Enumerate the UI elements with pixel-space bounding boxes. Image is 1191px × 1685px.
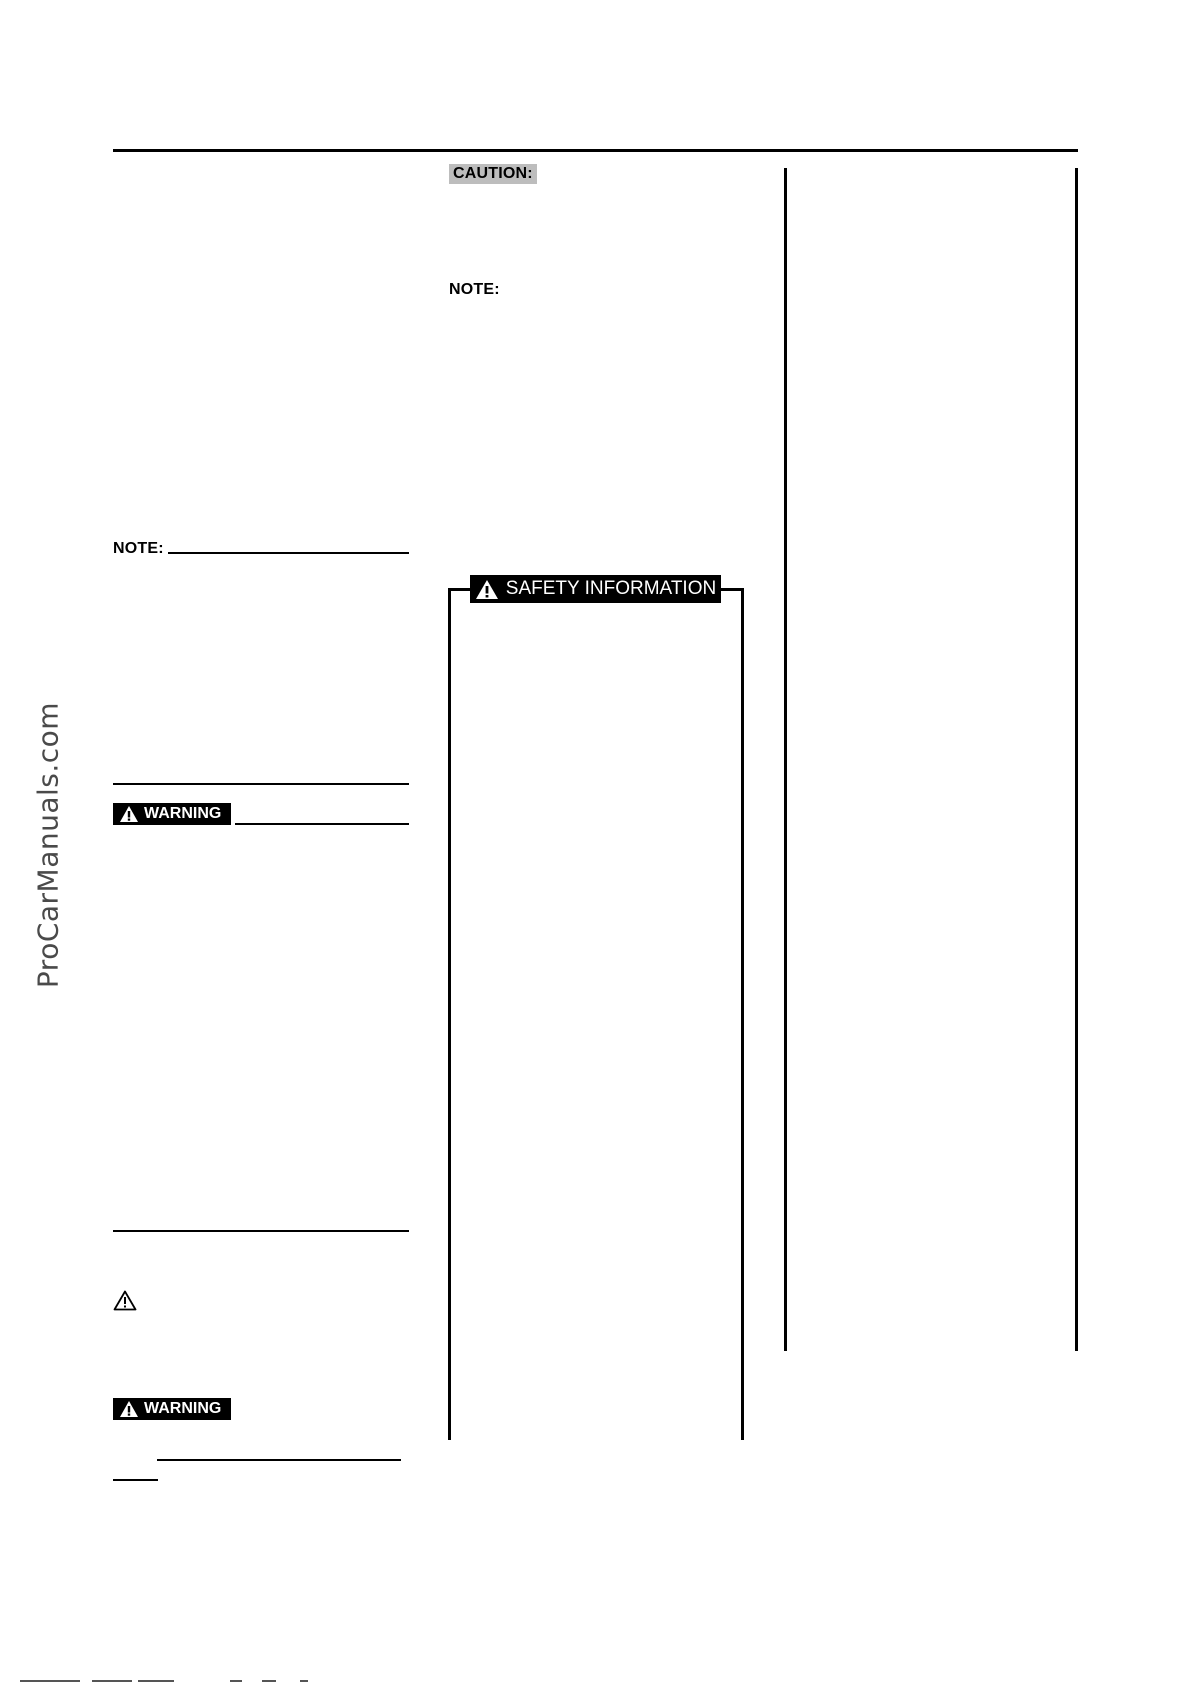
left-column-divider-1	[113, 783, 409, 785]
warning-underline	[235, 823, 409, 825]
warning-label-2: WARNING	[144, 1400, 222, 1417]
right-column-left-border	[784, 168, 787, 1351]
bottom-underline-1	[157, 1459, 401, 1461]
note-label-middle: NOTE:	[449, 281, 500, 298]
warning-triangle-icon	[119, 1400, 139, 1418]
safety-information-title: SAFETY INFORMATION	[505, 578, 717, 599]
bottom-underline-2	[113, 1479, 158, 1481]
right-column-right-border	[1075, 168, 1078, 1351]
safety-box-top-left-border	[448, 588, 470, 591]
safety-information-header	[470, 575, 721, 603]
safety-box-right-border	[741, 588, 744, 1440]
warning-label: WARNING	[144, 805, 222, 822]
safety-box-left-border	[448, 588, 451, 1440]
note-label-left: NOTE:	[113, 540, 164, 557]
warning-triangle-icon	[119, 805, 139, 823]
left-column-divider-2	[113, 1230, 409, 1232]
caution-label: CAUTION:	[449, 164, 537, 184]
warning-triangle-icon	[475, 579, 499, 600]
watermark-text: ProCarManuals.com	[31, 701, 65, 989]
bottom-scan-artifact	[0, 1680, 340, 1683]
warning-badge	[113, 803, 231, 825]
top-rule	[113, 149, 1078, 152]
warning-badge-2	[113, 1398, 231, 1420]
caution-triangle-icon	[113, 1290, 137, 1311]
note-underline	[168, 552, 409, 554]
